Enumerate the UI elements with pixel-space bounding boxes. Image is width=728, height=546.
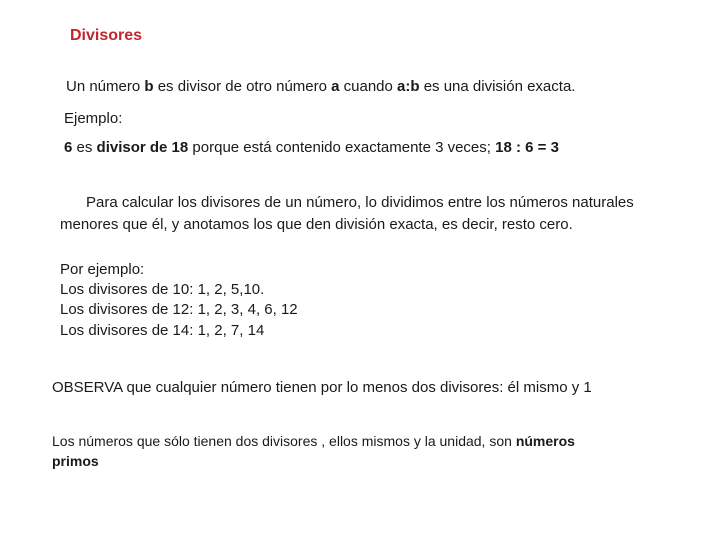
divisors-12: Los divisores de 12: 1, 2, 3, 4, 6, 12 (60, 301, 298, 318)
method-line-2: menores que él, y anotamos los que den división exacta, es decir, resto cero. (60, 216, 573, 233)
primes-bold-2: primos (52, 453, 99, 469)
divisors-14: Los divisores de 14: 1, 2, 7, 14 (60, 322, 265, 339)
primes-text: Los números que sólo tienen dos divisores , ellos mismos y la unidad, son (52, 433, 516, 449)
observe-text: OBSERVA que cualquier número tienen por lo menos dos divisores: él mismo y 1 (52, 379, 592, 396)
definition-ab: a:b (397, 78, 420, 95)
primes-line-1 (52, 431, 575, 451)
example-label: Ejemplo: (64, 110, 123, 127)
example-six: 6 (64, 139, 73, 156)
definition-part: es una división exacta. (419, 78, 576, 95)
divisors-10: Los divisores de 10: 1, 2, 5,10. (60, 281, 265, 298)
definition-part: Un número (66, 78, 145, 95)
example-equation: 18 : 6 = 3 (495, 139, 559, 156)
method-line-1: Para calcular los divisores de un número, lo dividimos entre los números naturales (86, 194, 634, 211)
definition-text (66, 77, 575, 97)
examples-intro: Por ejemplo: (60, 261, 145, 278)
primes-line-2 (52, 451, 99, 471)
definition-part: cuando (339, 78, 398, 95)
example-divisor: divisor de 18 (96, 139, 189, 156)
primes-bold-1: números (515, 433, 575, 449)
page-title: Divisores (70, 27, 143, 44)
definition-a: a (331, 78, 340, 95)
example-part: es (72, 139, 97, 156)
definition-b: b (144, 78, 154, 95)
definition-part: es divisor de otro número (153, 78, 332, 95)
example-part: porque está contenido exactamente 3 veces; (188, 139, 496, 156)
example-text (64, 138, 559, 158)
